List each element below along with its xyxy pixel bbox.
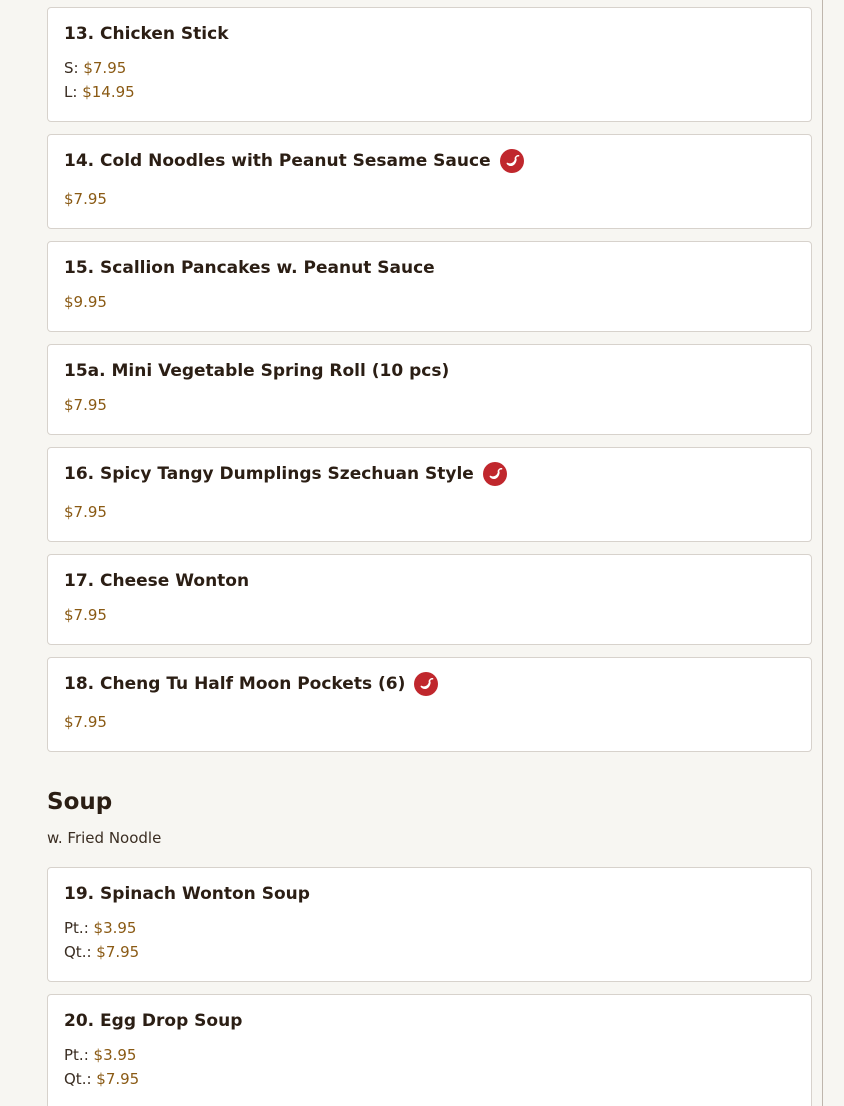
menu-item-card[interactable] — [47, 657, 812, 752]
price-value: $7.95 — [96, 943, 140, 961]
menu-item-card[interactable] — [47, 994, 812, 1106]
price-line — [64, 187, 795, 211]
menu-item-card[interactable] — [47, 134, 812, 229]
price-list — [64, 290, 795, 314]
price-value: $7.95 — [64, 503, 107, 521]
price-list — [64, 500, 795, 524]
menu-item-title: 19. Spinach Wonton Soup — [64, 884, 310, 904]
section-subtitle: w. Fried Noodle — [47, 829, 162, 847]
chili-pepper-icon — [500, 149, 524, 173]
price-value: $7.95 — [83, 59, 127, 77]
price-line — [64, 80, 795, 104]
chili-pepper-icon — [414, 672, 438, 696]
price-line — [64, 500, 795, 524]
menu-item-title: 17. Cheese Wonton — [64, 571, 250, 591]
menu-item-title: 13. Chicken Stick — [64, 24, 229, 44]
price-list — [64, 393, 795, 417]
price-value: $7.95 — [64, 190, 107, 208]
price-value: $9.95 — [64, 293, 107, 311]
price-list — [64, 187, 795, 211]
menu-item-card[interactable] — [47, 554, 812, 645]
price-line — [64, 1043, 795, 1067]
size-label: L: — [64, 83, 83, 101]
price-list — [64, 603, 795, 627]
menu-item-title: 15a. Mini Vegetable Spring Roll (10 pcs) — [64, 361, 450, 381]
price-line — [64, 603, 795, 627]
menu-item-title: 16. Spicy Tangy Dumplings Szechuan Style — [64, 464, 474, 484]
size-label: S: — [64, 59, 84, 77]
price-value: $3.95 — [93, 919, 137, 937]
chili-pepper-icon — [483, 462, 507, 486]
price-value: $14.95 — [82, 83, 135, 101]
menu-item-card[interactable] — [47, 447, 812, 542]
menu-item-card[interactable] — [47, 344, 812, 435]
price-line — [64, 940, 795, 964]
price-value: $7.95 — [96, 1070, 140, 1088]
price-value: $7.95 — [64, 606, 107, 624]
price-line — [64, 1067, 795, 1091]
price-value: $7.95 — [64, 396, 107, 414]
size-label: Pt.: — [64, 1046, 94, 1064]
price-line — [64, 710, 795, 734]
price-list — [64, 710, 795, 734]
menu-item-card[interactable] — [47, 7, 812, 122]
price-value: $7.95 — [64, 713, 107, 731]
price-list — [64, 56, 795, 104]
price-line — [64, 290, 795, 314]
price-list — [64, 1043, 795, 1091]
menu-item-card[interactable] — [47, 241, 812, 332]
price-list — [64, 916, 795, 964]
price-line — [64, 393, 795, 417]
size-label: Qt.: — [64, 943, 97, 961]
size-label: Qt.: — [64, 1070, 97, 1088]
menu-item-title: 20. Egg Drop Soup — [64, 1011, 243, 1031]
menu-item-card[interactable] — [47, 867, 812, 982]
price-line — [64, 916, 795, 940]
price-value: $3.95 — [93, 1046, 137, 1064]
scroll-divider — [822, 0, 823, 1106]
section-title-soup: Soup — [47, 789, 113, 815]
menu-item-title: 14. Cold Noodles with Peanut Sesame Sauce — [64, 151, 491, 171]
menu-item-title: 18. Cheng Tu Half Moon Pockets (6) — [64, 674, 406, 694]
price-line — [64, 56, 795, 80]
menu-item-title: 15. Scallion Pancakes w. Peanut Sauce — [64, 258, 435, 278]
size-label: Pt.: — [64, 919, 94, 937]
